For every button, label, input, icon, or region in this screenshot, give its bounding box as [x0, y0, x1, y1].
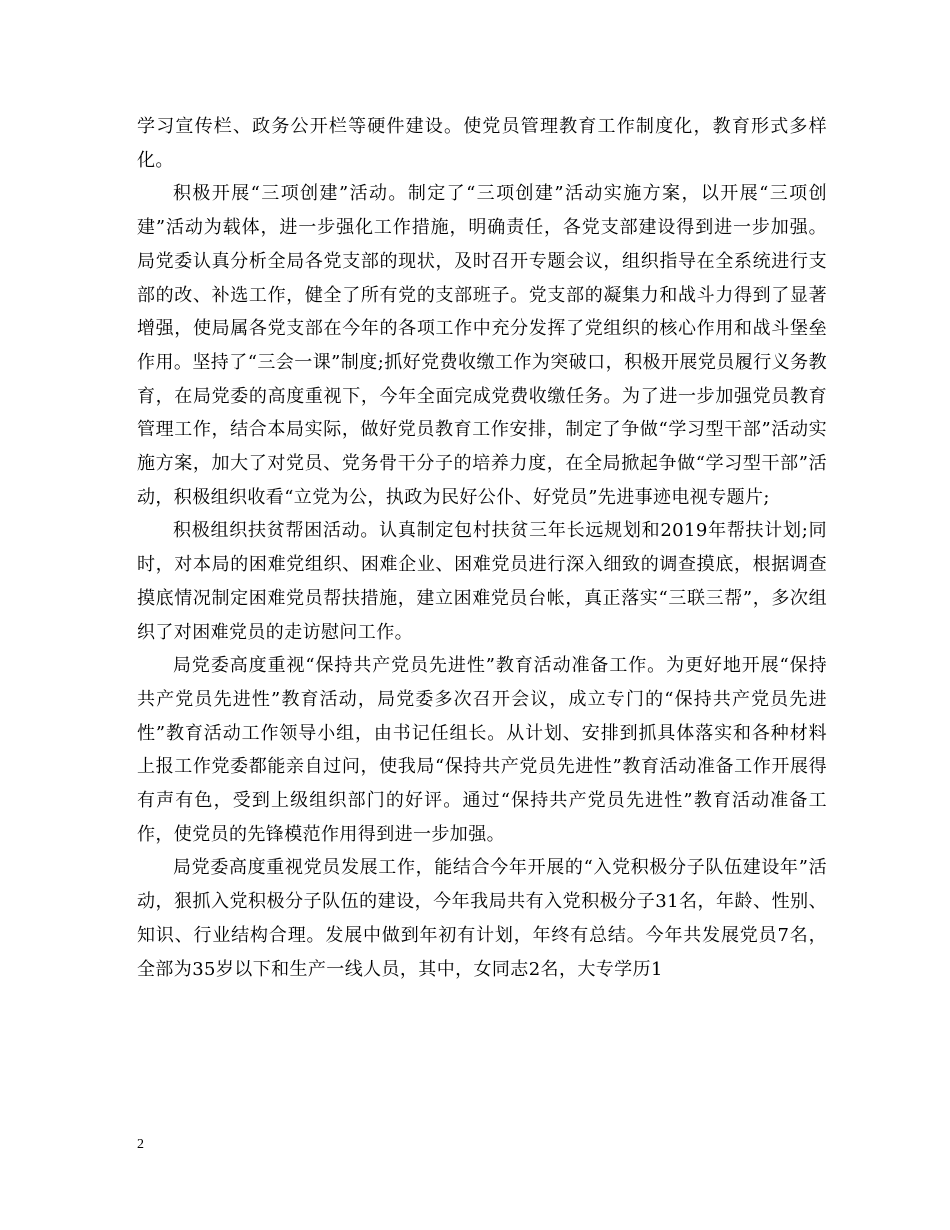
paragraph-continued: 学习宣传栏、政务公开栏等硬件建设。使党员管理教育工作制度化，教育形式多样化。 — [137, 116, 827, 171]
paragraph-three-creations: 积极开展“三项创建”活动。制定了“三项创建”活动实施方案，以开展“三项创建”活动为载体，进一步强化工作措施，明确责任，各党支部建设得到进一步加强。局党委认真分析全局各党支部的现状，及时召开专题会议，组织指导在全系统进行支部的改、补选工作，健全了所有党的支部班子。党支部的凝集力和战斗力得到了显著增强，使局属各党支部在今年的各项工作中充分发挥了党组织的核心作用和战斗堡垒作用。坚持了“三会一课”制度;抓好党费收缴工作为突破口，积极开展党员履行义务教育，在局党委的高度重视下，今年全面完成党费收缴任务。为了进一步加强党员教育管理工作，结合本局实际，做好党员教育工作安排，制定了争做“学习型干部”活动实施方案，加大了对党员、党务骨干分子的培养力度，在全局掀起争做“学习型干部”活动，积极组织收看“立党为公，执政为民好公仆、好党员”先进事迹电视专题片; — [137, 183, 827, 508]
paragraph-advanced-nature-education: 局党委高度重视“保持共产党员先进性”教育活动准备工作。为更好地开展“保持共产党员先进性”教育活动，局党委多次召开会议，成立专门的“保持共产党员先进性”教育活动工作领导小组，由书记任组长。从计划、安排到抓具体落实和各种材料上报工作党委都能亲自过问，使我局“保持共产党员先进性”教育活动准备工作开展得有声有色，受到上级组织部门的好评。通过“保持共产党员先进性”教育活动准备工作，使党员的先锋模范作用得到进一步加强。 — [137, 655, 827, 845]
paragraph-member-development: 局党委高度重视党员发展工作，能结合今年开展的“入党积极分子队伍建设年”活动，狠抓入党积极分子队伍的建设，今年我局共有入党积极分子31名，年龄、性别、知识、行业结构合理。发展中做到年初有计划，年终有总结。今年共发展党员7名，全部为35岁以下和生产一线人员，其中，女同志2名，大专学历1 — [137, 857, 827, 980]
document-body — [137, 110, 827, 986]
page-number: 2 — [137, 1137, 144, 1152]
paragraph-poverty-relief: 积极组织扶贫帮困活动。认真制定包村扶贫三年长远规划和2019年帮扶计划;同时，对本局的困难党组织、困难企业、困难党员进行深入细致的调查摸底，根据调查摸底情况制定困难党员帮扶措施，建立困难党员台帐，真正落实“三联三帮”，多次组织了对困难党员的走访慰问工作。 — [137, 520, 827, 643]
